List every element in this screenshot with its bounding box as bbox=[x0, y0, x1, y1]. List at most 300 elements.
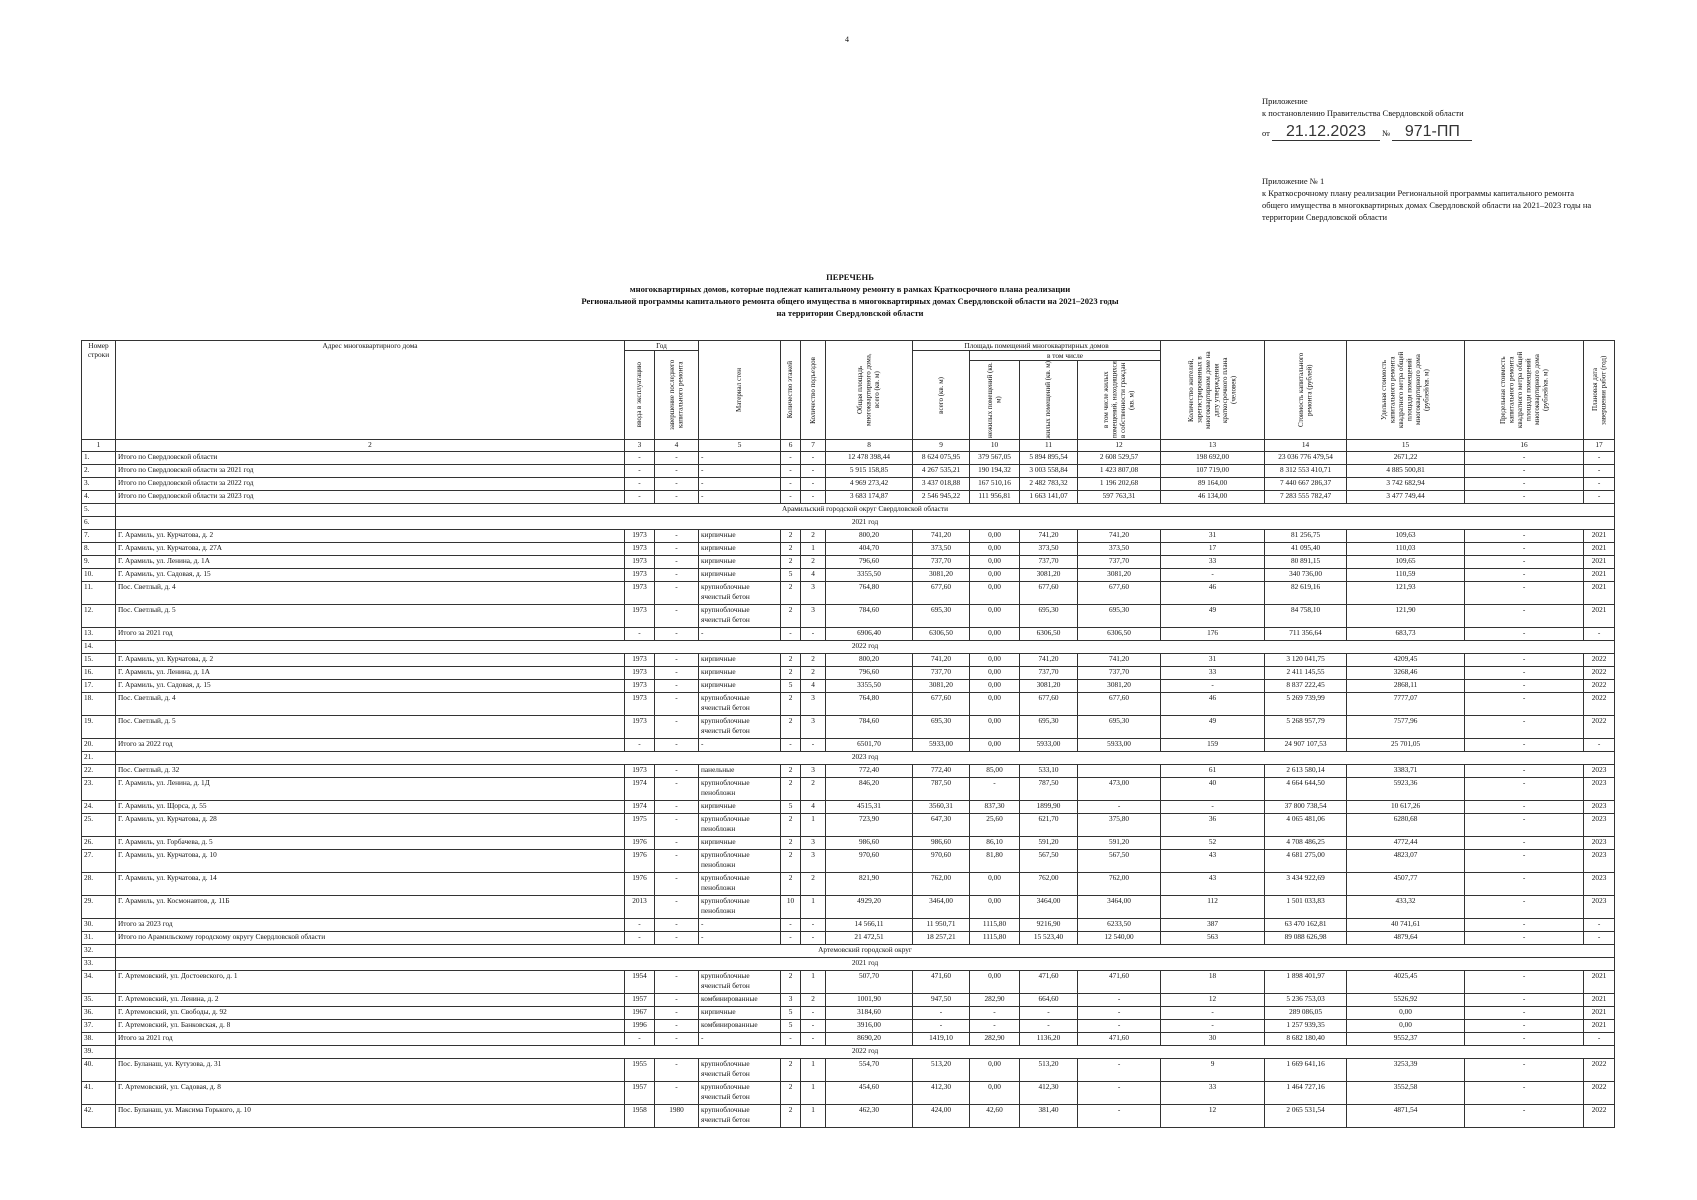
cell-year-commission: 1973 bbox=[625, 543, 655, 556]
decree-number: 971-ПП bbox=[1392, 124, 1472, 141]
cell-deadline: 2021 bbox=[1584, 569, 1615, 582]
cell-floors: - bbox=[781, 1033, 801, 1046]
table-row bbox=[82, 814, 1615, 837]
cell-row-number: 24. bbox=[82, 801, 116, 814]
cell-cost: 41 095,40 bbox=[1265, 543, 1347, 556]
cell-unit-cost: 0,00 bbox=[1347, 1020, 1465, 1033]
cell-unit-cost: 25 701,05 bbox=[1347, 739, 1465, 752]
cell-total-area: 986,60 bbox=[826, 837, 913, 850]
cell-deadline: 2022 bbox=[1584, 693, 1615, 716]
cell-wall-material: кирпичные bbox=[699, 667, 781, 680]
cell-area-total: 424,00 bbox=[913, 1105, 970, 1128]
cell-deadline: - bbox=[1584, 932, 1615, 945]
cell-residential-area: 762,00 bbox=[1020, 873, 1078, 896]
cell-entrances: 3 bbox=[801, 693, 826, 716]
cell-deadline: 2021 bbox=[1584, 994, 1615, 1007]
cell-wall-material: кирпичные bbox=[699, 801, 781, 814]
cell-unit-cost: 2671,22 bbox=[1347, 452, 1465, 465]
cell-residential-area: - bbox=[1020, 1020, 1078, 1033]
cell-nonresidential-area: 379 567,05 bbox=[970, 452, 1020, 465]
cell-year-last-repair: 1980 bbox=[655, 1105, 699, 1128]
cell-row-number: 41. bbox=[82, 1082, 116, 1105]
header-row-number: Номер строки bbox=[82, 341, 116, 440]
column-number-10: 10 bbox=[970, 440, 1020, 452]
cell-residents: 33 bbox=[1161, 556, 1265, 569]
cell-total-area: 507,70 bbox=[826, 971, 913, 994]
cell-row-number: 28. bbox=[82, 873, 116, 896]
cell-nonresidential-area: 0,00 bbox=[970, 716, 1020, 739]
cell-area-total: 3 437 018,88 bbox=[913, 478, 970, 491]
cell-unit-cost: 4 885 500,81 bbox=[1347, 465, 1465, 478]
cell-residential-area: 2 482 783,32 bbox=[1020, 478, 1078, 491]
cell-max-cost: - bbox=[1465, 896, 1584, 919]
cell-entrances: - bbox=[801, 478, 826, 491]
cell-max-cost: - bbox=[1465, 873, 1584, 896]
page-number: 4 bbox=[845, 35, 849, 44]
cell-wall-material: панельные bbox=[699, 765, 781, 778]
cell-year-last-repair: - bbox=[655, 465, 699, 478]
annex-1-header bbox=[1262, 175, 1602, 223]
cell-floors: 2 bbox=[781, 1082, 801, 1105]
cell-max-cost: - bbox=[1465, 530, 1584, 543]
cell-unit-cost: 7577,96 bbox=[1347, 716, 1465, 739]
cell-cost: 711 356,64 bbox=[1265, 628, 1347, 641]
cell-year-commission: - bbox=[625, 628, 655, 641]
header-area-group: Площадь помещений многоквартирных домов bbox=[913, 341, 1161, 351]
table-row bbox=[82, 543, 1615, 556]
cell-entrances: 1 bbox=[801, 1105, 826, 1128]
document-title bbox=[520, 271, 1180, 319]
cell-address: Итого по Свердловской области за 2022 год bbox=[116, 478, 625, 491]
cell-cost: 3 120 041,75 bbox=[1265, 654, 1347, 667]
cell-year-last-repair: - bbox=[655, 1020, 699, 1033]
cell-floors: 5 bbox=[781, 801, 801, 814]
cell-total-area: 4 969 273,42 bbox=[826, 478, 913, 491]
cell-deadline: 2021 bbox=[1584, 1020, 1615, 1033]
cell-year-commission: 1974 bbox=[625, 801, 655, 814]
cell-wall-material: - bbox=[699, 1033, 781, 1046]
cell-wall-material: кирпичные bbox=[699, 569, 781, 582]
cell-nonresidential-area: 0,00 bbox=[970, 693, 1020, 716]
cell-private-area: 3464,00 bbox=[1078, 896, 1161, 919]
cell-area-total: 762,00 bbox=[913, 873, 970, 896]
cell-row-number: 7. bbox=[82, 530, 116, 543]
cell-row-number: 22. bbox=[82, 765, 116, 778]
cell-residents: 49 bbox=[1161, 716, 1265, 739]
cell-unit-cost: 109,65 bbox=[1347, 556, 1465, 569]
cell-total-area: 8690,20 bbox=[826, 1033, 913, 1046]
cell-unit-cost: 3552,58 bbox=[1347, 1082, 1465, 1105]
cell-residents: 9 bbox=[1161, 1059, 1265, 1082]
cell-total-area: 3184,60 bbox=[826, 1007, 913, 1020]
cell-row-number: 42. bbox=[82, 1105, 116, 1128]
cell-wall-material: крупноблочные пенобложн bbox=[699, 873, 781, 896]
column-number-3: 3 bbox=[625, 440, 655, 452]
column-number-12: 12 bbox=[1078, 440, 1161, 452]
cell-private-area: - bbox=[1078, 801, 1161, 814]
cell-private-area bbox=[1078, 765, 1161, 778]
cell-row-number: 3. bbox=[82, 478, 116, 491]
cell-year-commission: - bbox=[625, 465, 655, 478]
cell-entrances: 1 bbox=[801, 1082, 826, 1105]
cell-address: Г. Арамиль, ул. Курчатова, д. 14 bbox=[116, 873, 625, 896]
cell-area-total: 5933,00 bbox=[913, 739, 970, 752]
column-number-16: 16 bbox=[1465, 440, 1584, 452]
cell-section-title: 2021 год bbox=[116, 958, 1615, 971]
cell-area-total: 787,50 bbox=[913, 778, 970, 801]
cell-deadline: 2023 bbox=[1584, 837, 1615, 850]
cell-nonresidential-area: 1115,80 bbox=[970, 932, 1020, 945]
cell-floors: 2 bbox=[781, 654, 801, 667]
cell-max-cost: - bbox=[1465, 919, 1584, 932]
cell-residential-area: 5933,00 bbox=[1020, 739, 1078, 752]
cell-floors: 2 bbox=[781, 605, 801, 628]
cell-total-area: 800,20 bbox=[826, 654, 913, 667]
buildings-table bbox=[81, 340, 1615, 1128]
cell-total-area: 764,80 bbox=[826, 582, 913, 605]
cell-max-cost: - bbox=[1465, 1020, 1584, 1033]
cell-nonresidential-area: 0,00 bbox=[970, 543, 1020, 556]
number-label: № bbox=[1382, 128, 1391, 138]
cell-year-last-repair: - bbox=[655, 837, 699, 850]
cell-private-area: 762,00 bbox=[1078, 873, 1161, 896]
cell-private-area: 677,60 bbox=[1078, 693, 1161, 716]
cell-entrances: - bbox=[801, 491, 826, 504]
cell-address: Пос. Буланаш, ул. Максима Горького, д. 10 bbox=[116, 1105, 625, 1128]
cell-deadline: 2021 bbox=[1584, 543, 1615, 556]
cell-year-commission: 1973 bbox=[625, 605, 655, 628]
table-row bbox=[82, 716, 1615, 739]
cell-entrances: 2 bbox=[801, 556, 826, 569]
cell-max-cost: - bbox=[1465, 556, 1584, 569]
cell-total-area: 454,60 bbox=[826, 1082, 913, 1105]
cell-private-area: 1 423 807,08 bbox=[1078, 465, 1161, 478]
table-row bbox=[82, 1033, 1615, 1046]
title-line-4: на территории Свердловской области bbox=[776, 308, 924, 318]
cell-residential-area: - bbox=[1020, 1007, 1078, 1020]
cell-entrances: 3 bbox=[801, 716, 826, 739]
cell-cost: 4 681 275,00 bbox=[1265, 850, 1347, 873]
cell-entrances: - bbox=[801, 1033, 826, 1046]
cell-private-area: 2 608 529,57 bbox=[1078, 452, 1161, 465]
cell-private-area: 6233,50 bbox=[1078, 919, 1161, 932]
cell-cost: 84 758,10 bbox=[1265, 605, 1347, 628]
cell-floors: - bbox=[781, 491, 801, 504]
cell-address: Пос. Светлый, д. 4 bbox=[116, 693, 625, 716]
table-row bbox=[82, 919, 1615, 932]
cell-wall-material: - bbox=[699, 478, 781, 491]
cell-max-cost: - bbox=[1465, 739, 1584, 752]
cell-entrances: 3 bbox=[801, 605, 826, 628]
cell-address: Г. Арамиль, ул. Щорса, д. 55 bbox=[116, 801, 625, 814]
cell-area-total: 695,30 bbox=[913, 605, 970, 628]
cell-unit-cost: 0,00 bbox=[1347, 1007, 1465, 1020]
cell-year-last-repair: - bbox=[655, 873, 699, 896]
cell-private-area: 591,20 bbox=[1078, 837, 1161, 850]
cell-year-last-repair: - bbox=[655, 1082, 699, 1105]
cell-total-area: 404,70 bbox=[826, 543, 913, 556]
header-total-area: Общая площадь многоквартирного дома, всего (кв. м) bbox=[826, 341, 913, 440]
section-row bbox=[82, 517, 1615, 530]
cell-year-commission: - bbox=[625, 452, 655, 465]
cell-entrances: - bbox=[801, 452, 826, 465]
cell-total-area: 4929,20 bbox=[826, 896, 913, 919]
cell-private-area: 471,60 bbox=[1078, 971, 1161, 994]
cell-address: Г. Артемовский, ул. Ленина, д. 2 bbox=[116, 994, 625, 1007]
cell-residential-area: 664,60 bbox=[1020, 994, 1078, 1007]
cell-entrances: 2 bbox=[801, 778, 826, 801]
cell-row-number: 26. bbox=[82, 837, 116, 850]
cell-residents: 33 bbox=[1161, 1082, 1265, 1105]
cell-max-cost: - bbox=[1465, 1105, 1584, 1128]
cell-cost: 24 907 107,53 bbox=[1265, 739, 1347, 752]
cell-wall-material: крупноблочные ячеистый бетон bbox=[699, 971, 781, 994]
cell-residents: - bbox=[1161, 1020, 1265, 1033]
cell-max-cost: - bbox=[1465, 628, 1584, 641]
cell-unit-cost: 3383,71 bbox=[1347, 765, 1465, 778]
header-deadline: Плановая дата завершения работ (год) bbox=[1584, 341, 1615, 440]
cell-floors: - bbox=[781, 478, 801, 491]
column-number-6: 6 bbox=[781, 440, 801, 452]
cell-cost: 1 501 033,83 bbox=[1265, 896, 1347, 919]
table-row bbox=[82, 680, 1615, 693]
cell-floors: 2 bbox=[781, 765, 801, 778]
cell-residential-area: 513,20 bbox=[1020, 1059, 1078, 1082]
cell-area-total: 695,30 bbox=[913, 716, 970, 739]
cell-unit-cost: 4871,54 bbox=[1347, 1105, 1465, 1128]
cell-max-cost: - bbox=[1465, 605, 1584, 628]
column-number-17: 17 bbox=[1584, 440, 1615, 452]
cell-unit-cost: 4772,44 bbox=[1347, 837, 1465, 850]
cell-year-last-repair: - bbox=[655, 452, 699, 465]
table-row bbox=[82, 569, 1615, 582]
cell-cost: 340 736,00 bbox=[1265, 569, 1347, 582]
cell-residents: 12 bbox=[1161, 1105, 1265, 1128]
cell-area-total: 986,60 bbox=[913, 837, 970, 850]
cell-unit-cost: 4879,64 bbox=[1347, 932, 1465, 945]
cell-residential-area: 1899,90 bbox=[1020, 801, 1078, 814]
cell-deadline: 2023 bbox=[1584, 801, 1615, 814]
cell-address: Г. Арамиль, ул. Курчатова, д. 28 bbox=[116, 814, 625, 837]
cell-floors: 2 bbox=[781, 530, 801, 543]
cell-max-cost: - bbox=[1465, 478, 1584, 491]
cell-year-commission: 1973 bbox=[625, 654, 655, 667]
cell-year-commission: 1954 bbox=[625, 971, 655, 994]
cell-nonresidential-area: 282,90 bbox=[970, 994, 1020, 1007]
table-row bbox=[82, 1007, 1615, 1020]
cell-year-last-repair: - bbox=[655, 778, 699, 801]
table-row bbox=[82, 1059, 1615, 1082]
cell-address: Итого за 2022 год bbox=[116, 739, 625, 752]
cell-section-title: 2022 год bbox=[116, 1046, 1615, 1059]
cell-area-total: 11 950,71 bbox=[913, 919, 970, 932]
cell-row-number: 34. bbox=[82, 971, 116, 994]
header-including: в том числе bbox=[970, 351, 1161, 361]
cell-nonresidential-area: 0,00 bbox=[970, 605, 1020, 628]
cell-residents: 198 692,00 bbox=[1161, 452, 1265, 465]
cell-unit-cost: 40 741,61 bbox=[1347, 919, 1465, 932]
cell-total-area: 1001,90 bbox=[826, 994, 913, 1007]
cell-max-cost: - bbox=[1465, 543, 1584, 556]
cell-year-last-repair: - bbox=[655, 491, 699, 504]
cell-wall-material: крупноблочные ячеистый бетон bbox=[699, 1105, 781, 1128]
cell-cost: 37 800 738,54 bbox=[1265, 801, 1347, 814]
cell-deadline: 2023 bbox=[1584, 873, 1615, 896]
cell-year-commission: 1976 bbox=[625, 873, 655, 896]
column-numbers-row bbox=[82, 440, 1615, 452]
cell-residents: 18 bbox=[1161, 971, 1265, 994]
cell-total-area: 21 472,51 bbox=[826, 932, 913, 945]
cell-residential-area: 373,50 bbox=[1020, 543, 1078, 556]
cell-address: Итого по Свердловской области bbox=[116, 452, 625, 465]
cell-address: Итого по Свердловской области за 2021 год bbox=[116, 465, 625, 478]
cell-max-cost: - bbox=[1465, 680, 1584, 693]
cell-wall-material: комбинированные bbox=[699, 1020, 781, 1033]
cell-floors: 2 bbox=[781, 778, 801, 801]
cell-residential-area: 9216,90 bbox=[1020, 919, 1078, 932]
cell-nonresidential-area: 190 194,32 bbox=[970, 465, 1020, 478]
cell-area-total: 471,60 bbox=[913, 971, 970, 994]
cell-area-total: 772,40 bbox=[913, 765, 970, 778]
cell-floors: 2 bbox=[781, 693, 801, 716]
table-row bbox=[82, 1020, 1615, 1033]
cell-residents: 43 bbox=[1161, 873, 1265, 896]
cell-deadline: 2021 bbox=[1584, 1007, 1615, 1020]
cell-year-last-repair: - bbox=[655, 739, 699, 752]
cell-residential-area: 412,30 bbox=[1020, 1082, 1078, 1105]
cell-area-total: 3560,31 bbox=[913, 801, 970, 814]
cell-max-cost: - bbox=[1465, 801, 1584, 814]
column-number-11: 11 bbox=[1020, 440, 1078, 452]
cell-area-total: 677,60 bbox=[913, 693, 970, 716]
cell-floors: 5 bbox=[781, 680, 801, 693]
cell-entrances: 2 bbox=[801, 654, 826, 667]
cell-deadline: - bbox=[1584, 919, 1615, 932]
cell-residents: - bbox=[1161, 680, 1265, 693]
cell-wall-material: - bbox=[699, 628, 781, 641]
cell-floors: - bbox=[781, 452, 801, 465]
cell-wall-material: кирпичные bbox=[699, 530, 781, 543]
cell-deadline: 2021 bbox=[1584, 971, 1615, 994]
column-number-4: 4 bbox=[655, 440, 699, 452]
cell-wall-material: кирпичные bbox=[699, 680, 781, 693]
cell-total-area: 4515,31 bbox=[826, 801, 913, 814]
cell-floors: 2 bbox=[781, 716, 801, 739]
cell-entrances: - bbox=[801, 932, 826, 945]
cell-unit-cost: 4025,45 bbox=[1347, 971, 1465, 994]
cell-total-area: 784,60 bbox=[826, 716, 913, 739]
decree-date-number bbox=[1262, 124, 1472, 141]
cell-residential-area: 695,30 bbox=[1020, 716, 1078, 739]
cell-cost: 4 708 486,25 bbox=[1265, 837, 1347, 850]
cell-floors: 2 bbox=[781, 543, 801, 556]
cell-nonresidential-area: 81,80 bbox=[970, 850, 1020, 873]
annex-1-description: к Краткосрочному плану реализации Региональной программы капитального ремонта общего имущества в многоквартирных домах Свердловской области на 2021–2023 годы на территории Свердловской области bbox=[1262, 188, 1592, 222]
cell-total-area: 800,20 bbox=[826, 530, 913, 543]
cell-year-commission: - bbox=[625, 932, 655, 945]
title-line-3: Региональной программы капитального ремонта общего имущества в многоквартирных домах Свердловской области на 2021–2023 годы bbox=[581, 296, 1119, 306]
cell-private-area: 6306,50 bbox=[1078, 628, 1161, 641]
cell-row-number: 32. bbox=[82, 945, 116, 958]
cell-year-last-repair: - bbox=[655, 814, 699, 837]
cell-nonresidential-area: 837,30 bbox=[970, 801, 1020, 814]
cell-private-area: 373,50 bbox=[1078, 543, 1161, 556]
cell-residents: 52 bbox=[1161, 837, 1265, 850]
cell-address: Итого за 2021 год bbox=[116, 1033, 625, 1046]
cell-private-area: - bbox=[1078, 1020, 1161, 1033]
cell-residents: 112 bbox=[1161, 896, 1265, 919]
cell-address: Пос. Светлый, д. 5 bbox=[116, 716, 625, 739]
cell-nonresidential-area: 86,10 bbox=[970, 837, 1020, 850]
table-row bbox=[82, 582, 1615, 605]
cell-cost: 5 236 753,03 bbox=[1265, 994, 1347, 1007]
cell-residential-area: 567,50 bbox=[1020, 850, 1078, 873]
cell-deadline: 2023 bbox=[1584, 814, 1615, 837]
cell-year-commission: 1973 bbox=[625, 667, 655, 680]
cell-residents: 40 bbox=[1161, 778, 1265, 801]
cell-cost: 3 434 922,69 bbox=[1265, 873, 1347, 896]
table-row bbox=[82, 667, 1615, 680]
cell-area-total: 8 624 075,95 bbox=[913, 452, 970, 465]
cell-deadline: 2023 bbox=[1584, 778, 1615, 801]
cell-row-number: 25. bbox=[82, 814, 116, 837]
cell-max-cost: - bbox=[1465, 778, 1584, 801]
cell-year-last-repair: - bbox=[655, 994, 699, 1007]
section-row bbox=[82, 752, 1615, 765]
cell-private-area: - bbox=[1078, 1082, 1161, 1105]
cell-total-area: 14 566,11 bbox=[826, 919, 913, 932]
cell-residents: 31 bbox=[1161, 530, 1265, 543]
cell-total-area: 462,30 bbox=[826, 1105, 913, 1128]
cell-address: Г. Арамиль, ул. Ленина, д. 1А bbox=[116, 556, 625, 569]
cell-address: Г. Арамиль, ул. Ленина, д. 1Д bbox=[116, 778, 625, 801]
cell-private-area: 741,20 bbox=[1078, 654, 1161, 667]
header-address: Адрес многоквартирного дома bbox=[116, 341, 625, 440]
cell-residential-area: 741,20 bbox=[1020, 530, 1078, 543]
cell-total-area: 3355,50 bbox=[826, 569, 913, 582]
cell-max-cost: - bbox=[1465, 569, 1584, 582]
cell-entrances: 1 bbox=[801, 814, 826, 837]
cell-year-commission: 1973 bbox=[625, 765, 655, 778]
cell-wall-material: крупноблочные ячеистый бетон bbox=[699, 1082, 781, 1105]
cell-deadline: 2022 bbox=[1584, 654, 1615, 667]
cell-nonresidential-area: 0,00 bbox=[970, 873, 1020, 896]
cell-entrances: 2 bbox=[801, 530, 826, 543]
cell-residents: 89 164,00 bbox=[1161, 478, 1265, 491]
column-number-8: 8 bbox=[826, 440, 913, 452]
cell-cost: 7 283 555 782,47 bbox=[1265, 491, 1347, 504]
cell-year-last-repair: - bbox=[655, 582, 699, 605]
header-year-commission: ввода в эксплуатацию bbox=[625, 351, 655, 440]
cell-year-last-repair: - bbox=[655, 693, 699, 716]
cell-deadline: 2022 bbox=[1584, 716, 1615, 739]
header-cost: Стоимость капитального ремонта (рублей) bbox=[1265, 341, 1347, 440]
cell-max-cost: - bbox=[1465, 465, 1584, 478]
cell-deadline: 2022 bbox=[1584, 1105, 1615, 1128]
cell-floors: - bbox=[781, 919, 801, 932]
cell-residential-area: 695,30 bbox=[1020, 605, 1078, 628]
cell-year-commission: 1976 bbox=[625, 837, 655, 850]
cell-year-last-repair: - bbox=[655, 1059, 699, 1082]
cell-row-number: 10. bbox=[82, 569, 116, 582]
cell-total-area: 5 915 158,85 bbox=[826, 465, 913, 478]
appendix-label: Приложение bbox=[1262, 96, 1308, 106]
cell-area-total: 1419,10 bbox=[913, 1033, 970, 1046]
cell-nonresidential-area: 0,00 bbox=[970, 556, 1020, 569]
cell-residential-area: 737,70 bbox=[1020, 556, 1078, 569]
cell-cost: 289 086,05 bbox=[1265, 1007, 1347, 1020]
cell-year-last-repair: - bbox=[655, 654, 699, 667]
